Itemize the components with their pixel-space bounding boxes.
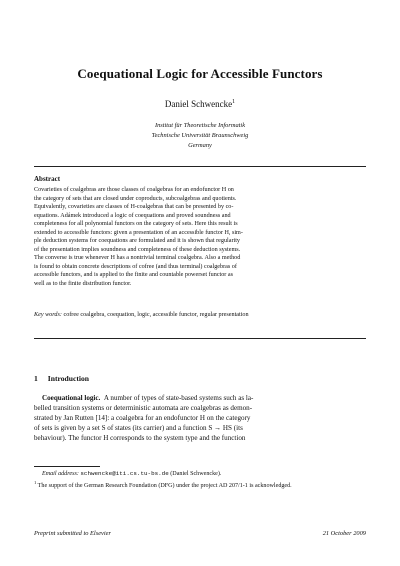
email-label: Email address: xyxy=(42,471,79,477)
keywords xyxy=(34,311,366,320)
email-owner: (Daniel Schwencke). xyxy=(170,471,222,477)
abstract-line: ple deduction systems for coequations are formulated and it is shown that regularity xyxy=(34,238,240,244)
paper-title: Coequational Logic for Accessible Functors xyxy=(77,66,323,81)
intro-line: strated by Jan Rutten [14]: a coalgebra for an endofunctor H on the category xyxy=(34,414,251,422)
footnote-1-mark: 1 xyxy=(34,480,37,485)
intro-line: of sets is given by a set S of states (its carrier) and a function S → HS (its xyxy=(34,424,243,432)
abstract-line: completeness for all polynomial functors on the category of sets. Here this result is xyxy=(34,221,238,227)
abstract-top-rule xyxy=(34,166,366,167)
footnote-1-text: The support of the German Research Foundation (DFG) under the project AD 207/1-1 is acknowledged. xyxy=(37,483,292,490)
keywords-label: Key words: xyxy=(34,312,62,318)
affiliation-institute: Institut für Theoretische Informatik xyxy=(154,122,246,129)
preprint-date: 21 October 2009 xyxy=(322,530,366,537)
abstract-line: equations. Adámek introduced a logic of coequations and proved soundness and xyxy=(34,212,231,219)
author-footnote-mark: 1 xyxy=(232,99,236,105)
preprint-note: Preprint submitted to Elsevier xyxy=(34,530,111,537)
abstract-line: of the presentation implies soundness and completeness of these deduction systems. xyxy=(34,246,241,253)
keywords-list: cofree coalgebra, coequation, logic, accessible functor, regular presentation xyxy=(63,312,249,318)
intro-line: belled transition systems or deterministic automata are coalgebras as demon- xyxy=(34,404,253,412)
intro-paragraph xyxy=(34,393,366,443)
footnote-email xyxy=(34,470,366,479)
abstract-heading: Abstract xyxy=(34,175,61,183)
email-address[interactable]: schwencke@iti.cs.tu-bs.de xyxy=(80,470,169,477)
author-name xyxy=(0,99,400,109)
abstract-body xyxy=(34,186,366,288)
abstract-line: Equivalently, covarieties are classes of H-coalgebras that can be presented by co- xyxy=(34,204,234,210)
abstract-line: The converse is true whenever H has a nontrivial terminal coalgebra. Also a method xyxy=(34,255,241,261)
affiliation-country: Germany xyxy=(188,142,212,149)
author-name-text: Daniel Schwencke xyxy=(164,99,233,109)
affiliation-university: Technische Universität Braunschweig xyxy=(151,132,249,139)
abstract-line: Covarieties of coalgebras are those classes of coalgebras for an endofunctor H on xyxy=(34,187,234,193)
paragraph-lead: Coequational logic. xyxy=(42,394,101,402)
intro-first-line xyxy=(34,393,366,403)
abstract-line: well as to the finite distribution functor. xyxy=(34,280,132,287)
section-heading xyxy=(34,374,89,383)
footnote-rule xyxy=(34,466,100,467)
abstract-line: the category of sets that are closed under coproducts, subcoalgebras and quotients. xyxy=(34,195,237,202)
abstract-line: is found to obtain concrete descriptions of cofree (and thus terminal) coalgebras of xyxy=(34,263,237,270)
abstract-line: extended to accessible functors: given a presentation of an accessible functor H, sim- xyxy=(34,229,243,236)
intro-line: A number of types of state-based systems such as la- xyxy=(103,394,254,402)
section-title: Introduction xyxy=(47,374,90,383)
footnote-1 xyxy=(34,479,366,491)
abstract-line: accessible functors, and is applied to the finite and countable powerset functor as xyxy=(34,272,233,278)
intro-line: behaviour). The functor H corresponds to the system type and the function xyxy=(34,434,246,442)
section-number: 1 xyxy=(34,374,38,383)
abstract-bottom-rule xyxy=(34,338,366,339)
